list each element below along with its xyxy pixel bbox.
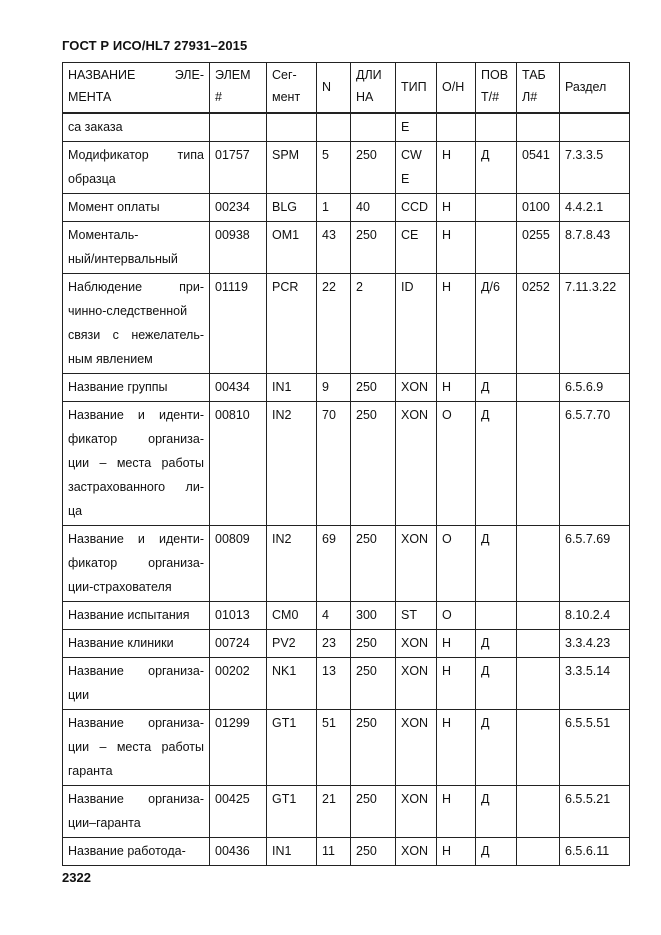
cell-elem: 00436 [210, 838, 267, 866]
table-row [63, 113, 630, 142]
element-name-line: ный/интервальный [68, 252, 178, 266]
cell-rep [476, 222, 517, 274]
cell-segment: GT1 [267, 786, 317, 838]
column-header-section [560, 63, 630, 114]
column-header-line: НАЗВАНИЕ ЭЛЕ- [68, 68, 204, 82]
column-header-line: ЭЛЕМ [215, 68, 251, 82]
cell-table [517, 113, 560, 142]
element-name-cell [63, 710, 210, 786]
cell-length: 300 [351, 602, 396, 630]
element-name-line: ным явлением [68, 352, 153, 366]
column-header-elem [210, 63, 267, 114]
element-name-cell [63, 838, 210, 866]
cell-section: 6.5.7.69 [560, 526, 630, 602]
cell-n: 43 [317, 222, 351, 274]
cell-rep: Д [476, 526, 517, 602]
cell-type: XON [396, 526, 437, 602]
cell-section: 6.5.6.9 [560, 374, 630, 402]
cell-table [517, 402, 560, 526]
column-header-line: Т/# [481, 90, 500, 104]
column-header-line: НА [356, 90, 374, 104]
cell-rep [476, 113, 517, 142]
table-row [63, 786, 630, 838]
cell-length: 250 [351, 786, 396, 838]
cell-segment: GT1 [267, 710, 317, 786]
cell-segment: IN1 [267, 374, 317, 402]
table-row [63, 602, 630, 630]
cell-type: XON [396, 630, 437, 658]
element-name-line: Наблюдение при- [68, 280, 204, 294]
column-header-line: Л# [522, 90, 538, 104]
cell-type: ID [396, 274, 437, 374]
cell-segment: IN2 [267, 402, 317, 526]
column-header-line: ПОВ [481, 68, 509, 82]
cell-length [351, 113, 396, 142]
cell-opt: Н [437, 274, 476, 374]
elements-table [62, 62, 630, 866]
cell-elem: 01013 [210, 602, 267, 630]
cell-opt: Н [437, 630, 476, 658]
table-body [63, 113, 630, 866]
cell-opt: Н [437, 194, 476, 222]
cell-segment: PV2 [267, 630, 317, 658]
column-header-table [517, 63, 560, 114]
element-name-line: ции–гаранта [68, 816, 141, 830]
cell-opt: О [437, 526, 476, 602]
document-header: ГОСТ Р ИСО/HL7 27931–2015 [62, 38, 248, 53]
table-row [63, 630, 630, 658]
cell-segment: OM1 [267, 222, 317, 274]
cell-rep [476, 602, 517, 630]
cell-type: XON [396, 838, 437, 866]
cell-n: 51 [317, 710, 351, 786]
cell-elem: 00809 [210, 526, 267, 602]
cell-n: 70 [317, 402, 351, 526]
cell-elem: 01119 [210, 274, 267, 374]
table-row [63, 658, 630, 710]
element-name-cell [63, 274, 210, 374]
cell-segment [267, 113, 317, 142]
cell-table [517, 786, 560, 838]
cell-rep: Д [476, 838, 517, 866]
element-name-line: Название группы [68, 380, 168, 394]
cell-n: 4 [317, 602, 351, 630]
cell-section: 4.4.2.1 [560, 194, 630, 222]
cell-length: 250 [351, 658, 396, 710]
cell-length: 250 [351, 374, 396, 402]
element-name-line: Моменталь- [68, 228, 139, 242]
cell-rep: Д [476, 142, 517, 194]
cell-rep: Д/6 [476, 274, 517, 374]
cell-section: 6.5.6.11 [560, 838, 630, 866]
cell-table: 0100 [517, 194, 560, 222]
cell-type: XON [396, 374, 437, 402]
cell-rep: Д [476, 374, 517, 402]
element-name-line: ции – места работы [68, 456, 204, 470]
cell-table [517, 602, 560, 630]
column-header-length [351, 63, 396, 114]
column-header-rep [476, 63, 517, 114]
element-name-cell [63, 374, 210, 402]
element-name-line: фикатор организа- [68, 556, 204, 570]
table-row [63, 526, 630, 602]
cell-rep: Д [476, 710, 517, 786]
cell-opt: Н [437, 710, 476, 786]
cell-length: 40 [351, 194, 396, 222]
cell-elem: 00234 [210, 194, 267, 222]
column-header-line: Раздел [565, 80, 607, 94]
cell-opt [437, 113, 476, 142]
cell-type: XON [396, 658, 437, 710]
element-name-line: образца [68, 172, 116, 186]
cell-elem: 00810 [210, 402, 267, 526]
cell-opt: О [437, 402, 476, 526]
element-name-line: Название клиники [68, 636, 174, 650]
cell-type: XON [396, 402, 437, 526]
cell-segment: PCR [267, 274, 317, 374]
cell-elem: 01299 [210, 710, 267, 786]
table-row [63, 274, 630, 374]
cell-length: 250 [351, 142, 396, 194]
element-name-cell [63, 526, 210, 602]
cell-length: 250 [351, 402, 396, 526]
element-name-cell [63, 402, 210, 526]
table-row [63, 194, 630, 222]
cell-opt: О [437, 602, 476, 630]
cell-type: XON [396, 710, 437, 786]
cell-length: 2 [351, 274, 396, 374]
cell-length: 250 [351, 710, 396, 786]
cell-length: 250 [351, 630, 396, 658]
cell-elem: 00938 [210, 222, 267, 274]
table-row [63, 402, 630, 526]
cell-table: 0255 [517, 222, 560, 274]
element-name-line: гаранта [68, 764, 113, 778]
cell-table: 0252 [517, 274, 560, 374]
element-name-line: ца [68, 504, 83, 518]
element-name-line: чинно-следственной [68, 304, 188, 318]
page-number: 2322 [62, 870, 91, 885]
cell-type: ST [396, 602, 437, 630]
element-name-line: ции – места работы [68, 740, 204, 754]
element-name-cell [63, 786, 210, 838]
cell-table [517, 710, 560, 786]
cell-n: 22 [317, 274, 351, 374]
cell-type: Е [396, 113, 437, 142]
element-name-cell [63, 222, 210, 274]
cell-opt: Н [437, 838, 476, 866]
cell-elem: 00202 [210, 658, 267, 710]
cell-elem: 01757 [210, 142, 267, 194]
cell-opt: Н [437, 222, 476, 274]
element-name-cell [63, 194, 210, 222]
cell-section: 6.5.5.21 [560, 786, 630, 838]
cell-elem: 00425 [210, 786, 267, 838]
cell-elem: 00724 [210, 630, 267, 658]
column-header-line: N [322, 80, 332, 94]
cell-section: 6.5.5.51 [560, 710, 630, 786]
cell-section [560, 113, 630, 142]
element-name-cell [63, 658, 210, 710]
element-name-line: ции-страхователя [68, 580, 172, 594]
cell-length: 250 [351, 222, 396, 274]
cell-section: 3.3.5.14 [560, 658, 630, 710]
cell-type: CW Е [396, 142, 437, 194]
cell-rep: Д [476, 402, 517, 526]
cell-section: 7.3.3.5 [560, 142, 630, 194]
column-header-name [63, 63, 210, 114]
cell-n: 5 [317, 142, 351, 194]
element-name-line: Название организа- [68, 716, 204, 730]
element-name-line: Название и иденти- [68, 408, 204, 422]
cell-segment: IN2 [267, 526, 317, 602]
table-row [63, 838, 630, 866]
table-row [63, 222, 630, 274]
element-name-line: застрахованного ли- [68, 480, 204, 494]
element-name-cell [63, 113, 210, 142]
cell-rep: Д [476, 786, 517, 838]
cell-n: 23 [317, 630, 351, 658]
table-header-row [63, 63, 630, 114]
cell-segment: CM0 [267, 602, 317, 630]
table-row [63, 710, 630, 786]
cell-table: 0541 [517, 142, 560, 194]
cell-table [517, 838, 560, 866]
element-name-cell [63, 630, 210, 658]
element-name-cell [63, 602, 210, 630]
element-name-line: са заказа [68, 120, 123, 134]
element-name-line: Название и иденти- [68, 532, 204, 546]
cell-type: XON [396, 786, 437, 838]
cell-elem [210, 113, 267, 142]
cell-section: 7.11.3.22 [560, 274, 630, 374]
cell-segment: BLG [267, 194, 317, 222]
element-name-cell [63, 142, 210, 194]
column-header-line: МЕНТА [68, 90, 112, 104]
cell-rep [476, 194, 517, 222]
cell-table [517, 526, 560, 602]
cell-length: 250 [351, 838, 396, 866]
element-name-line: связи с нежелатель- [68, 328, 204, 342]
column-header-line: ТАБ [522, 68, 546, 82]
cell-n: 21 [317, 786, 351, 838]
cell-section: 6.5.7.70 [560, 402, 630, 526]
cell-segment: NK1 [267, 658, 317, 710]
element-name-line: Название организа- [68, 792, 204, 806]
cell-n: 69 [317, 526, 351, 602]
element-name-line: Название организа- [68, 664, 204, 678]
cell-n: 11 [317, 838, 351, 866]
cell-section: 8.7.8.43 [560, 222, 630, 274]
cell-table [517, 630, 560, 658]
cell-section: 3.3.4.23 [560, 630, 630, 658]
column-header-n [317, 63, 351, 114]
element-name-line: Момент оплаты [68, 200, 160, 214]
cell-opt: Н [437, 786, 476, 838]
element-name-line: Название испытания [68, 608, 190, 622]
cell-length: 250 [351, 526, 396, 602]
cell-segment: IN1 [267, 838, 317, 866]
element-name-line: ции [68, 688, 90, 702]
cell-table [517, 658, 560, 710]
column-header-line: # [215, 90, 222, 104]
column-header-line: ТИП [401, 80, 427, 94]
cell-n: 1 [317, 194, 351, 222]
cell-rep: Д [476, 658, 517, 710]
cell-elem: 00434 [210, 374, 267, 402]
cell-type: CCD [396, 194, 437, 222]
column-header-line: Сег- [272, 68, 297, 82]
cell-section: 8.10.2.4 [560, 602, 630, 630]
cell-type: CE [396, 222, 437, 274]
column-header-line: О/Н [442, 80, 465, 94]
element-name-line: фикатор организа- [68, 432, 204, 446]
column-header-opt [437, 63, 476, 114]
column-header-line: мент [272, 90, 301, 104]
table-row [63, 374, 630, 402]
cell-n: 13 [317, 658, 351, 710]
column-header-segment [267, 63, 317, 114]
cell-n: 9 [317, 374, 351, 402]
table-row [63, 142, 630, 194]
cell-opt: Н [437, 142, 476, 194]
cell-table [517, 374, 560, 402]
cell-n [317, 113, 351, 142]
cell-opt: Н [437, 658, 476, 710]
column-header-line: ДЛИ [356, 68, 382, 82]
element-name-line: Модификатор типа [68, 148, 204, 162]
cell-opt: Н [437, 374, 476, 402]
cell-rep: Д [476, 630, 517, 658]
column-header-type [396, 63, 437, 114]
cell-segment: SPM [267, 142, 317, 194]
element-name-line: Название работода- [68, 844, 186, 858]
